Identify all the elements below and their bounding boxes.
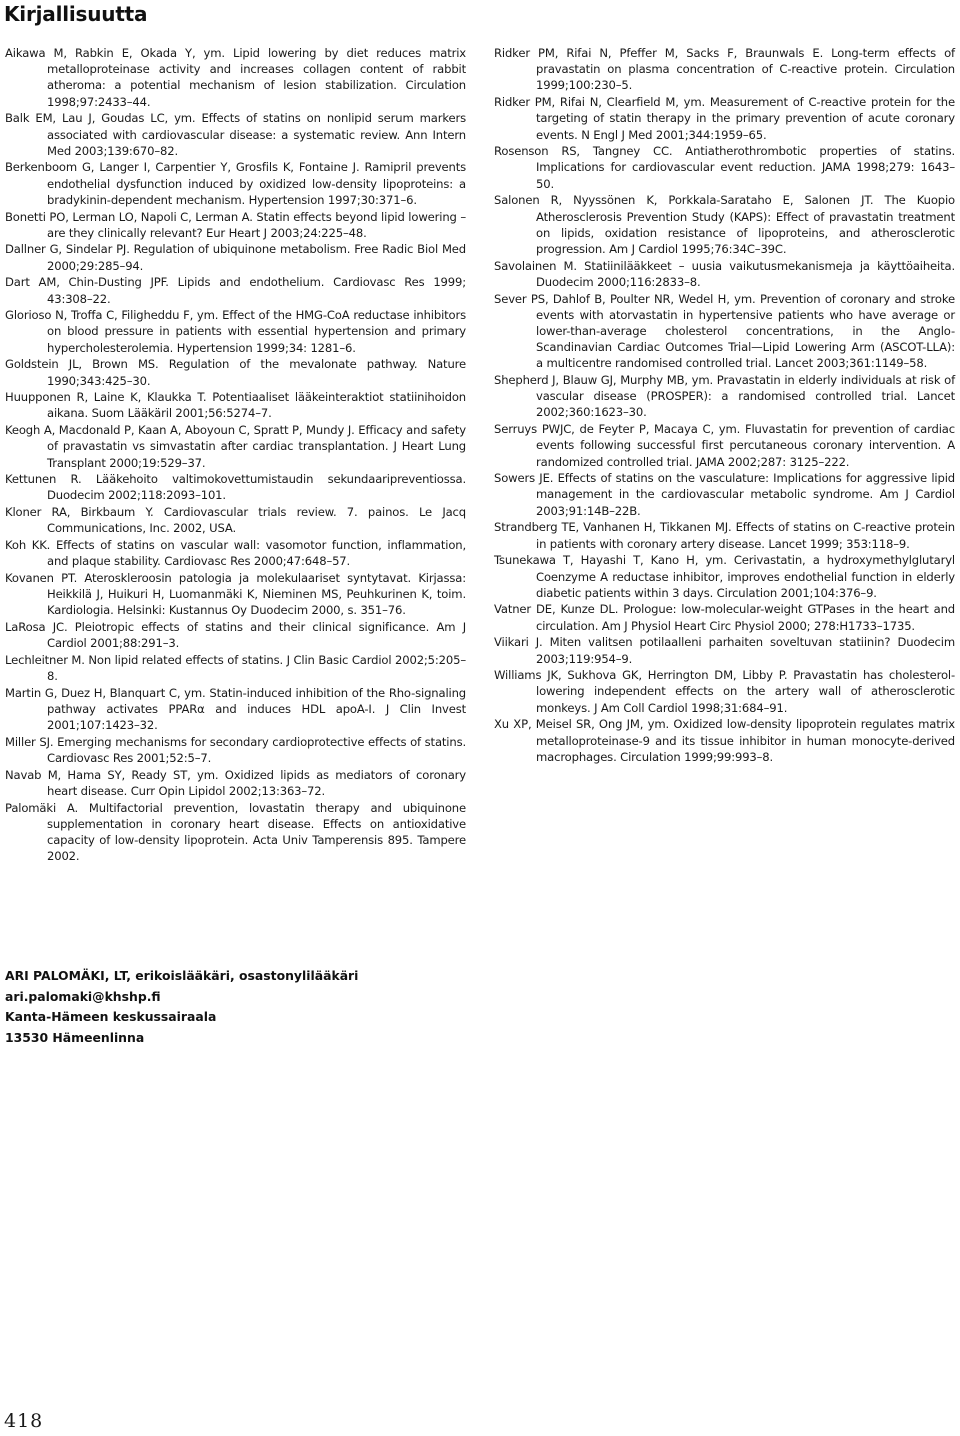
reference-item: Sowers JE. Effects of statins on the vasculature: Implications for aggressive lipid management in the cardiovascular metabolic syndrome. Am J Cardiol 2003;91:14B–22B.: [494, 471, 955, 518]
page-title: Kirjallisuutta: [4, 2, 148, 26]
reference-item: Huupponen R, Laine K, Klaukka T. Potentiaaliset lääkeinteraktiot statiinihoidon aikana. Suom Lääkäril 2001;56:5274–7.: [5, 390, 466, 421]
author-address: 13530 Hämeenlinna: [5, 1029, 145, 1045]
reference-item: Strandberg TE, Vanhanen H, Tikkanen MJ. Effects of statins on C-reactive protein in patients with coronary artery disease. Lancet 1999; 353:118–9.: [494, 520, 955, 551]
reference-item: Kovanen PT. Ateroskleroosin patologia ja molekulaariset syntytavat. Kirjassa: Heikkilä J, Huikuri H, Luomanmäki K, Nieminen MS, Peuhkurinen K, toim. Kardiologia. Helsinki: Kustannus Oy Duodecim 2000, s. 351–76.: [5, 571, 466, 618]
references-right-column: [494, 45, 955, 765]
reference-item: Dart AM, Chin-Dusting JPF. Lipids and endothelium. Cardiovasc Res 1999; 43:308–22.: [5, 275, 466, 306]
reference-item: Williams JK, Sukhova GK, Herrington DM, Libby P. Pravastatin has cholesterol-lowering independent effects on the artery wall of atherosclerotic monkeys. J Am Coll Cardiol 1998;31:684–91.: [494, 668, 955, 715]
reference-item: Tsunekawa T, Hayashi T, Kano H, ym. Cerivastatin, a hydroxymethylglutaryl Coenzyme A reductase inhibitor, improves endothelial function in elderly diabetic patients within 3 days. Circulation 2001;104:376–9.: [494, 553, 955, 600]
reference-item: Navab M, Hama SY, Ready ST, ym. Oxidized lipids as mediators of coronary heart disease. Curr Opin Lipidol 2002;13:363–72.: [5, 767, 466, 799]
reference-item: Dallner G, Sindelar PJ. Regulation of ubiquinone metabolism. Free Radic Biol Med 2000;29:285–94.: [5, 242, 466, 273]
reference-item: Serruys PWJC, de Feyter P, Macaya C, ym. Fluvastatin for prevention of cardiac events following successful first percutaneous coronary intervention. A randomized controlled trial. JAMA 2002;287: 3125–222.: [494, 422, 955, 469]
reference-item: Palomäki A. Multifactorial prevention, lovastatin therapy and ubiquinone supplementation in coronary heart disease. Effects on antioxidative capacity of low-density lipoprotein. Acta Univ Tamperensis 895. Tampere 2002.: [5, 800, 466, 864]
reference-item: Sever PS, Dahlof B, Poulter NR, Wedel H, ym. Prevention of coronary and stroke events with atorvastatin in hypertensive patients who have average or lower-than-average cholesterol concentrations, in the Anglo-Scandinavian Cardiac Outcomes Trial—Lipid Lowering Arm (ASCOT-LLA): a multicentre randomised controlled trial. Lancet 2003;361:1149–58.: [494, 291, 955, 371]
reference-item: Ridker PM, Rifai N, Pfeffer M, Sacks F, Braunwals E. Long-term effects of pravastatin on plasma concentration of C-reactive protein. Circulation 1999;100:230–5.: [494, 46, 955, 93]
reference-item: Ridker PM, Rifai N, Clearfield M, ym. Measurement of C-reactive protein for the targeting of statin therapy in the primary prevention of acute coronary events. N Engl J Med 2001;344:1959–65.: [494, 95, 955, 142]
references-left-column: [5, 45, 466, 865]
author-institution: Kanta-Hämeen keskussairaala: [5, 1009, 217, 1024]
author-email[interactable]: ari.palomaki@khshp.fi: [5, 988, 161, 1004]
reference-item: LaRosa JC. Pleiotropic effects of statins and their clinical significance. Am J Cardiol 2001;88:291–3.: [5, 620, 466, 651]
reference-item: Koh KK. Effects of statins on vascular wall: vasomotor function, inflammation, and plaque stability. Cardiovasc Res 2000;47:648–57.: [5, 538, 466, 569]
reference-item: Goldstein JL, Brown MS. Regulation of the mevalonate pathway. Nature 1990;343:425–30.: [5, 357, 466, 388]
reference-item: Rosenson RS, Tangney CC. Antiatherothrombotic properties of statins. Implications for cardiovascular event reduction. JAMA 1998;279: 1643–50.: [494, 144, 955, 191]
reference-item: Martin G, Duez H, Blanquart C, ym. Statin-induced inhibition of the Rho-signaling pathway activates PPARα and induces HDL apoA-I. J Clin Invest 2001;107:1423–32.: [5, 685, 466, 733]
reference-item: Aikawa M, Rabkin E, Okada Y, ym. Lipid lowering by diet reduces matrix metalloproteinase activity and increases collagen content of rabbit atheroma: a potential mechanism of lesion stabilization. Circulation 1998;97:2433–44.: [5, 46, 466, 109]
reference-item: Lechleitner M. Non lipid related effects of statins. J Clin Basic Cardiol 2002;5:205–8.: [5, 653, 466, 684]
reference-item: Vatner DE, Kunze DL. Prologue: low-molecular-weight GTPases in the heart and circulation. Am J Physiol Heart Circ Physiol 2000; 278:H1733–1735.: [494, 602, 955, 633]
reference-item: Keogh A, Macdonald P, Kaan A, Aboyoun C, Spratt P, Mundy J. Efficacy and safety of pravastatin vs simvastatin after cardiac transplantation. J Heart Lung Transplant 2000;19:529–37.: [5, 423, 466, 470]
reference-item: Balk EM, Lau J, Goudas LC, ym. Effects of statins on nonlipid serum markers associated with cardiovascular disease: a systematic review. Ann Intern Med 2003;139:670–82.: [5, 111, 466, 158]
reference-item: Miller SJ. Emerging mechanisms for secondary cardioprotective effects of statins. Cardiovasc Res 2001;52:5–7.: [5, 735, 466, 766]
reference-item: Glorioso N, Troffa C, Filigheddu F, ym. Effect of the HMG-CoA reductase inhibitors on blood pressure in patients with essential hypertension and primary hypercholesterolemia. Hypertension 1999;34: 1281–6.: [5, 308, 466, 355]
author-name: ARI PALOMÄKI, LT, erikoislääkäri, osastonylilääkäri: [5, 968, 359, 983]
page-number: 418: [4, 1410, 44, 1432]
reference-item: Shepherd J, Blauw GJ, Murphy MB, ym. Pravastatin in elderly individuals at risk of vascular disease (PROSPER): a randomised controlled trial. Lancet 2002;360:1623–30.: [494, 373, 955, 420]
reference-item: Xu XP, Meisel SR, Ong JM, ym. Oxidized low-density lipoprotein regulates matrix metalloproteinase-9 and its tissue inhibitor in human monocyte-derived macrophages. Circulation 1999;99:993–8.: [494, 717, 955, 764]
reference-item: Kloner RA, Birkbaum Y. Cardiovascular trials review. 7. painos. Le Jacq Communications, Inc. 2002, USA.: [5, 505, 466, 536]
reference-item: Savolainen M. Statiinilääkkeet – uusia vaikutusmekanismeja ja käyttöaiheita. Duodecim 2000;116:2833–8.: [494, 258, 955, 289]
author-contact: [5, 966, 505, 1048]
reference-item: Viikari J. Miten valitsen potilaalleni parhaiten soveltuvan statiinin? Duodecim 2003;119:954–9.: [494, 635, 955, 666]
reference-item: Bonetti PO, Lerman LO, Napoli C, Lerman A. Statin effects beyond lipid lowering – are they clinically relevant? Eur Heart J 2003;24:225–48.: [5, 209, 466, 240]
reference-item: Berkenboom G, Langer I, Carpentier Y, Grosfils K, Fontaine J. Ramipril prevents endothelial dysfunction induced by oxidized low-density lipoproteins: a bradykinin-dependent mechanism. Hypertension 1997;30:371–6.: [5, 160, 466, 207]
reference-item: Kettunen R. Lääkehoito valtimokovettumistaudin sekundaaripreventiossa. Duodecim 2002;118:2093–101.: [5, 472, 466, 503]
reference-item: Salonen R, Nyyssönen K, Porkkala-Sarataho E, Salonen JT. The Kuopio Atherosclerosis Prevention Study (KAPS): Effect of pravastatin treatment on lipids, oxidation resistance of lipoproteins, and atherosclerotic progression. Am J Cardiol 1995;76:34C–39C.: [494, 193, 955, 256]
